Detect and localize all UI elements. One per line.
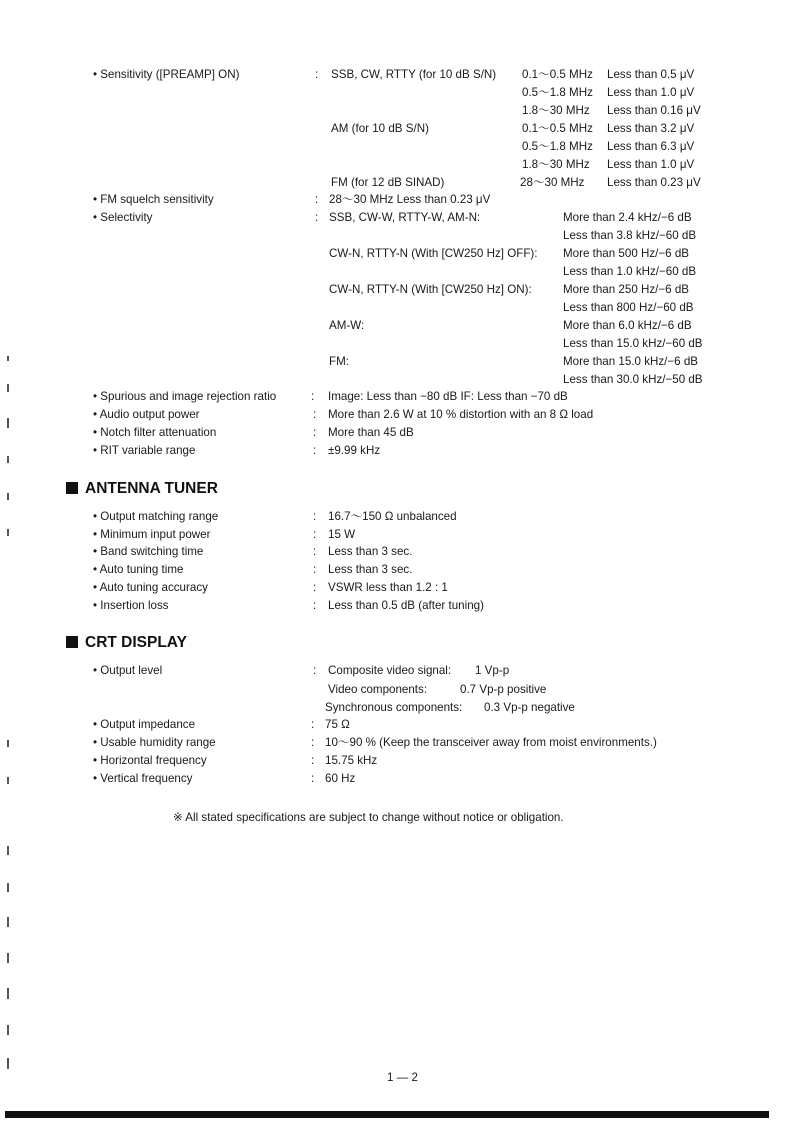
- sensitivity-value: Less than 0.16 μV: [607, 104, 701, 117]
- section-heading-antenna-tuner: ANTENNA TUNER: [66, 480, 218, 498]
- spec-value: 15 W: [328, 528, 356, 541]
- sensitivity-range: 1.8～30 MHz: [522, 104, 590, 117]
- spec-label: • RIT variable range: [93, 444, 196, 457]
- spec-colon: :: [313, 528, 317, 541]
- scan-mark: [7, 988, 9, 999]
- selectivity-mode: SSB, CW-W, RTTY-W, AM-N:: [329, 211, 481, 224]
- spec-label: • Insertion loss: [93, 599, 169, 612]
- output-level-value: 0.7 Vp-p positive: [460, 683, 547, 696]
- scan-mark: [7, 777, 9, 784]
- square-bullet-icon: [66, 482, 78, 494]
- spec-label: • Notch filter attenuation: [93, 426, 217, 439]
- sensitivity-range: 1.8～30 MHz: [522, 158, 590, 171]
- scan-mark: [7, 846, 9, 855]
- spec-label: • Output impedance: [93, 718, 196, 731]
- spec-label: • Audio output power: [93, 408, 200, 421]
- sensitivity-range: 0.5～1.8 MHz: [522, 140, 593, 153]
- scan-mark: [7, 418, 9, 428]
- selectivity-value: Less than 3.8 kHz/−60 dB: [563, 229, 697, 242]
- spec-label: • Usable humidity range: [93, 736, 216, 749]
- spec-value: More than 45 dB: [328, 426, 414, 439]
- output-level-component: Composite video signal:: [328, 664, 452, 677]
- spec-value: Image: Less than −80 dB IF: Less than −70 dB: [328, 390, 568, 403]
- selectivity-value: Less than 1.0 kHz/−60 dB: [563, 265, 697, 278]
- sensitivity-value: Less than 1.0 μV: [607, 86, 695, 99]
- selectivity-value: More than 2.4 kHz/−6 dB: [563, 211, 692, 224]
- square-bullet-icon: [66, 636, 78, 648]
- scan-mark: [7, 1025, 9, 1035]
- sensitivity-range: 28～30 MHz: [520, 176, 585, 189]
- spec-colon: :: [313, 426, 317, 439]
- spec-label: • Sensitivity ([PREAMP] ON): [93, 68, 240, 81]
- spec-value: More than 2.6 W at 10 % distortion with an 8 Ω load: [328, 408, 594, 421]
- selectivity-mode: AM-W:: [329, 319, 365, 332]
- spec-label: • Horizontal frequency: [93, 754, 207, 767]
- selectivity-value: More than 6.0 kHz/−6 dB: [563, 319, 692, 332]
- spec-value: 28～30 MHz Less than 0.23 μV: [329, 193, 491, 206]
- sensitivity-range: 0.1～0.5 MHz: [522, 68, 593, 81]
- spec-colon: :: [313, 444, 317, 457]
- spec-colon: :: [311, 718, 315, 731]
- spec-value: 60 Hz: [325, 772, 356, 785]
- selectivity-value: More than 500 Hz/−6 dB: [563, 247, 689, 260]
- scan-mark: [7, 356, 9, 361]
- spec-label: • Output level: [93, 664, 163, 677]
- scan-mark: [7, 917, 9, 927]
- footnote: ※ All stated specifications are subject to change without notice or obligation.: [173, 811, 564, 824]
- spec-value: 75 Ω: [325, 718, 350, 731]
- output-level-component: Synchronous components:: [325, 701, 463, 714]
- sensitivity-range: 0.5～1.8 MHz: [522, 86, 593, 99]
- page-bottom-border: [5, 1111, 769, 1118]
- spec-label: • Spurious and image rejection ratio: [93, 390, 277, 403]
- section-heading-crt-display: CRT DISPLAY: [66, 634, 187, 652]
- spec-value: 15.75 kHz: [325, 754, 378, 767]
- spec-label: • FM squelch sensitivity: [93, 193, 214, 206]
- spec-colon: :: [315, 193, 319, 206]
- page-number: 1 — 2: [387, 1071, 418, 1084]
- spec-label: • Vertical frequency: [93, 772, 193, 785]
- spec-label: • Minimum input power: [93, 528, 211, 541]
- spec-colon: :: [313, 664, 317, 677]
- scan-mark: [7, 529, 9, 536]
- spec-colon: :: [311, 390, 315, 403]
- output-level-value: 1 Vp-p: [475, 664, 510, 677]
- spec-colon: :: [313, 545, 317, 558]
- selectivity-mode: FM:: [329, 355, 349, 368]
- spec-label: • Auto tuning time: [93, 563, 184, 576]
- spec-value: 10～90 % (Keep the transceiver away from moist environments.): [325, 736, 657, 749]
- spec-value: Less than 0.5 dB (after tuning): [328, 599, 484, 612]
- selectivity-value: More than 250 Hz/−6 dB: [563, 283, 689, 296]
- spec-label: • Auto tuning accuracy: [93, 581, 208, 594]
- spec-colon: :: [315, 68, 319, 81]
- spec-label: • Band switching time: [93, 545, 204, 558]
- scan-mark: [7, 493, 9, 500]
- spec-label: • Selectivity: [93, 211, 153, 224]
- scan-mark: [7, 883, 9, 892]
- spec-colon: :: [313, 408, 317, 421]
- spec-colon: :: [313, 510, 317, 523]
- spec-colon: :: [311, 754, 315, 767]
- sensitivity-value: Less than 0.5 μV: [607, 68, 695, 81]
- spec-colon: :: [315, 211, 319, 224]
- sensitivity-value: Less than 1.0 μV: [607, 158, 695, 171]
- sensitivity-value: Less than 0.23 μV: [607, 176, 701, 189]
- spec-value: VSWR less than 1.2 : 1: [328, 581, 448, 594]
- spec-label: • Output matching range: [93, 510, 219, 523]
- spec-value: Less than 3 sec.: [328, 545, 413, 558]
- spec-value: 16.7～150 Ω unbalanced: [328, 510, 457, 523]
- spec-colon: :: [313, 599, 317, 612]
- sensitivity-condition: FM (for 12 dB SINAD): [331, 176, 445, 189]
- spec-colon: :: [311, 772, 315, 785]
- spec-colon: :: [313, 563, 317, 576]
- sensitivity-condition: AM (for 10 dB S/N): [331, 122, 429, 135]
- selectivity-mode: CW-N, RTTY-N (With [CW250 Hz] ON):: [329, 283, 532, 296]
- selectivity-mode: CW-N, RTTY-N (With [CW250 Hz] OFF):: [329, 247, 538, 260]
- sensitivity-condition: SSB, CW, RTTY (for 10 dB S/N): [331, 68, 497, 81]
- sensitivity-value: Less than 3.2 μV: [607, 122, 695, 135]
- spec-value: ±9.99 kHz: [328, 444, 381, 457]
- spec-colon: :: [313, 581, 317, 594]
- sensitivity-value: Less than 6.3 μV: [607, 140, 695, 153]
- selectivity-value: More than 15.0 kHz/−6 dB: [563, 355, 699, 368]
- scan-mark: [7, 456, 9, 463]
- output-level-component: Video components:: [328, 683, 428, 696]
- selectivity-value: Less than 15.0 kHz/−60 dB: [563, 337, 703, 350]
- sensitivity-range: 0.1～0.5 MHz: [522, 122, 593, 135]
- output-level-value: 0.3 Vp-p negative: [484, 701, 575, 714]
- selectivity-value: Less than 30.0 kHz/−50 dB: [563, 373, 703, 386]
- scan-mark: [7, 953, 9, 963]
- spec-colon: :: [311, 736, 315, 749]
- selectivity-value: Less than 800 Hz/−60 dB: [563, 301, 694, 314]
- scan-mark: [7, 384, 9, 392]
- spec-value: Less than 3 sec.: [328, 563, 413, 576]
- scan-mark: [7, 740, 9, 747]
- scan-mark: [7, 1058, 9, 1069]
